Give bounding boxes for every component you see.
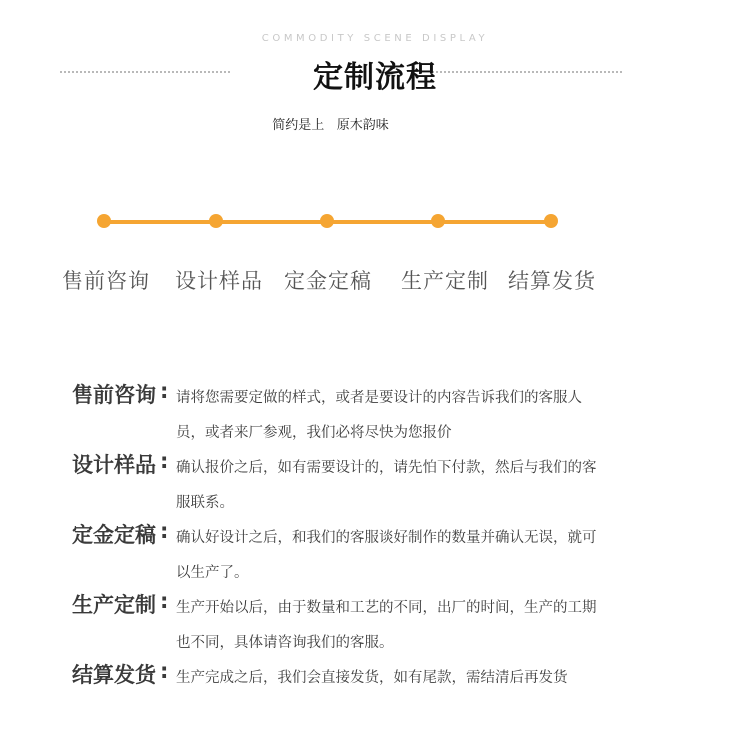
step-label-consult: 售前咨询 (62, 269, 150, 293)
detail-sample (72, 449, 632, 519)
timeline-dot-1 (97, 214, 111, 228)
english-subtitle: COMMODITY SCENE DISPLAY (261, 33, 489, 44)
detail-title: 售前咨询 (72, 383, 156, 407)
detail-deposit (72, 519, 632, 589)
detail-title: 生产定制 (72, 593, 156, 617)
detail-text: 生产完成之后，我们会直接发货，如有尾款，需结清后再发货 (176, 670, 568, 686)
detail-delivery (72, 659, 632, 699)
detail-title: 结算发货 (72, 663, 156, 687)
timeline-dot-5 (544, 214, 558, 228)
step-label-production: 生产定制 (401, 269, 489, 293)
detail-colon: : (160, 449, 169, 473)
detail-title: 定金定稿 (72, 523, 156, 547)
detail-text: 请将您需要定做的样式，或者是要设计的内容告诉我们的客服人员，或者来厂参观，我们必将尽快为您报价 (176, 390, 582, 441)
detail-colon: : (160, 589, 169, 613)
step-label-sample: 设计样品 (175, 269, 263, 293)
detail-colon: : (160, 379, 169, 403)
detail-title: 设计样品 (72, 453, 156, 477)
step-label-delivery: 结算发货 (508, 269, 596, 293)
detail-text: 确认好设计之后，和我们的客服谈好制作的数量并确认无误，就可以生产了。 (176, 530, 597, 581)
timeline-dot-4 (431, 214, 445, 228)
detail-text: 确认报价之后，如有需要设计的，请先怕下付款，然后与我们的客服联系。 (176, 460, 597, 511)
detail-consult (72, 379, 632, 449)
detail-text: 生产开始以后，由于数量和工艺的不同，出厂的时间，生产的工期也不同，具体请咨询我们的客服。 (176, 600, 597, 651)
timeline-dot-3 (320, 214, 334, 228)
detail-colon: : (160, 519, 169, 543)
step-label-deposit: 定金定稿 (284, 269, 372, 293)
tagline: 简约是上 原木韵味 (272, 118, 389, 133)
timeline-dot-2 (209, 214, 223, 228)
page-title: 定制流程 (313, 60, 437, 95)
detail-production (72, 589, 632, 659)
detail-colon: : (160, 659, 169, 683)
